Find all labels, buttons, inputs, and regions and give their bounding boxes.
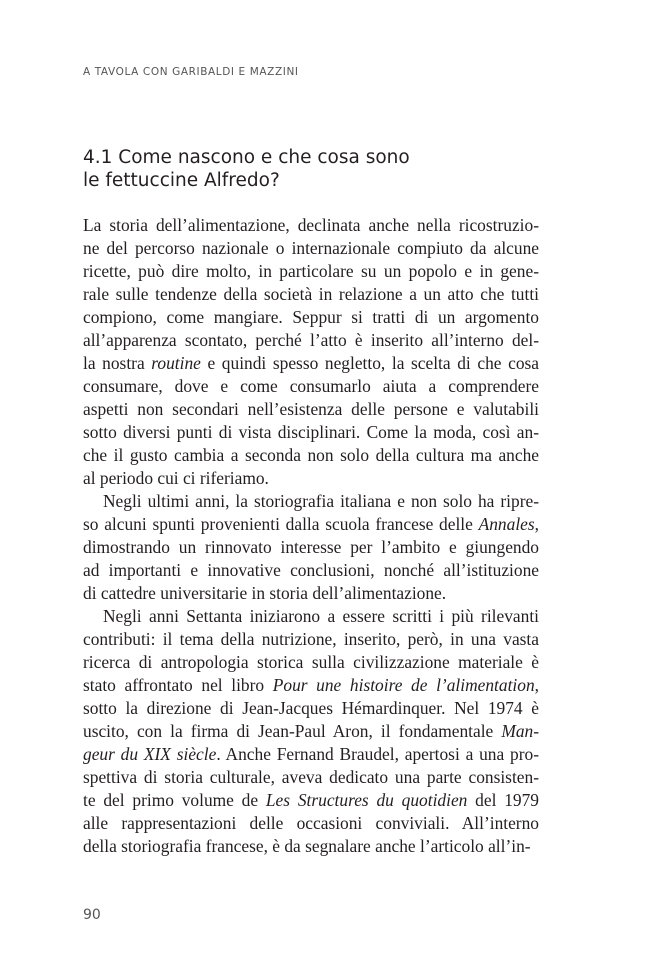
body-line [83, 559, 539, 582]
body-line [83, 835, 539, 858]
italic-title: routine [151, 353, 201, 373]
body-line [83, 605, 539, 628]
section-heading [83, 146, 543, 192]
text-run: al periodo cui ci riferiamo. [83, 468, 269, 488]
running-header: A TAVOLA CON GARIBALDI E MAZZINI [83, 66, 299, 78]
text-run: , [534, 675, 539, 695]
page-number: 90 [83, 907, 101, 923]
body-line [83, 375, 539, 398]
text-run: , [534, 514, 539, 534]
body-line [83, 421, 539, 444]
text-run: aspetti non secondari nell’esistenza delle persone e valutabili [83, 399, 539, 419]
text-run: spettiva di storia culturale, aveva dedicato una parte consisten- [83, 767, 539, 787]
body-line [83, 513, 539, 536]
text-run: all’apparenza scontato, perché l’atto è inserito all’interno del- [83, 330, 539, 350]
body-line [83, 536, 539, 559]
body-text [83, 214, 539, 858]
body-line [83, 651, 539, 674]
text-run: compiono, come mangiare. Seppur si tratti di un argomento [83, 307, 539, 327]
text-run: rale sulle tendenze della società in relazione a un atto che tutti [83, 284, 539, 304]
text-run: sotto la direzione di Jean-Jacques Hémardinquer. Nel 1974 è [83, 698, 539, 718]
body-line [83, 398, 539, 421]
text-run: di cattedre universitarie in storia dell’alimentazione. [83, 583, 447, 603]
body-line [83, 766, 539, 789]
body-line [83, 260, 539, 283]
text-run: la nostra [83, 353, 152, 373]
body-line [83, 490, 539, 513]
text-run: e quindi spesso negletto, la scelta di che cosa [200, 353, 539, 373]
text-run: . Anche Fernand Braudel, apertosi a una pro- [216, 744, 539, 764]
section-heading-line-1: 4.1 Come nascono e che cosa sono [83, 147, 410, 168]
text-run: Negli anni Settanta iniziarono a essere scritti i più rilevanti [103, 606, 539, 626]
body-line [83, 352, 539, 375]
text-run: so alcuni spunti provenienti dalla scuola francese delle [83, 514, 479, 534]
italic-title: Annales [478, 514, 535, 534]
body-line [83, 789, 539, 812]
body-line [83, 237, 539, 260]
body-line [83, 214, 539, 237]
text-run: te del primo volume de [83, 790, 266, 810]
text-run: ricette, può dire molto, in particolare su un popolo e in gene- [83, 261, 539, 281]
text-run: che il gusto cambia a seconda non solo della cultura ma anche [83, 445, 539, 465]
body-line [83, 467, 539, 490]
italic-title: Man- [501, 721, 539, 741]
text-run: sotto diversi punti di vista disciplinari. Come la moda, così an- [83, 422, 539, 442]
body-line [83, 812, 539, 835]
body-line [83, 743, 539, 766]
text-run: contributi: il tema della nutrizione, inserito, però, in una vasta [83, 629, 539, 649]
body-line [83, 720, 539, 743]
text-run: dimostrando un rinnovato interesse per l’ambito e giungendo [83, 537, 539, 557]
text-run: ricerca di antropologia storica sulla civilizzazione materiale è [83, 652, 539, 672]
body-line [83, 582, 539, 605]
text-run: La storia dell’alimentazione, declinata anche nella ricostruzio- [83, 215, 539, 235]
body-line [83, 674, 539, 697]
body-line [83, 306, 539, 329]
text-run: alle rappresentazioni delle occasioni conviviali. All’interno [83, 813, 539, 833]
text-run: ne del percorso nazionale o internazionale compiuto da alcune [83, 238, 539, 258]
text-run: consumare, dove e come consumarlo aiuta a comprendere [83, 376, 539, 396]
text-run: ad importanti e innovative conclusioni, nonché all’istituzione [83, 560, 539, 580]
text-run: uscito, con la firma di Jean-Paul Aron, il fondamentale [83, 721, 502, 741]
italic-title: Pour une histoire de l’alimentation [272, 675, 535, 695]
text-run: della storiografia francese, è da segnalare anche l’articolo all’in- [83, 836, 531, 856]
body-line [83, 283, 539, 306]
section-heading-line-2: le fettuccine Alfredo? [83, 170, 280, 191]
body-line [83, 697, 539, 720]
text-run: Negli ultimi anni, la storiografia italiana e non solo ha ripre- [103, 491, 539, 511]
body-line [83, 444, 539, 467]
italic-title: Les Structures du quotidien [265, 790, 468, 810]
body-line [83, 329, 539, 352]
text-run: stato affrontato nel libro [83, 675, 273, 695]
text-run: del 1979 [467, 790, 539, 810]
body-line [83, 628, 539, 651]
italic-title: geur du XIX siècle [83, 744, 217, 764]
